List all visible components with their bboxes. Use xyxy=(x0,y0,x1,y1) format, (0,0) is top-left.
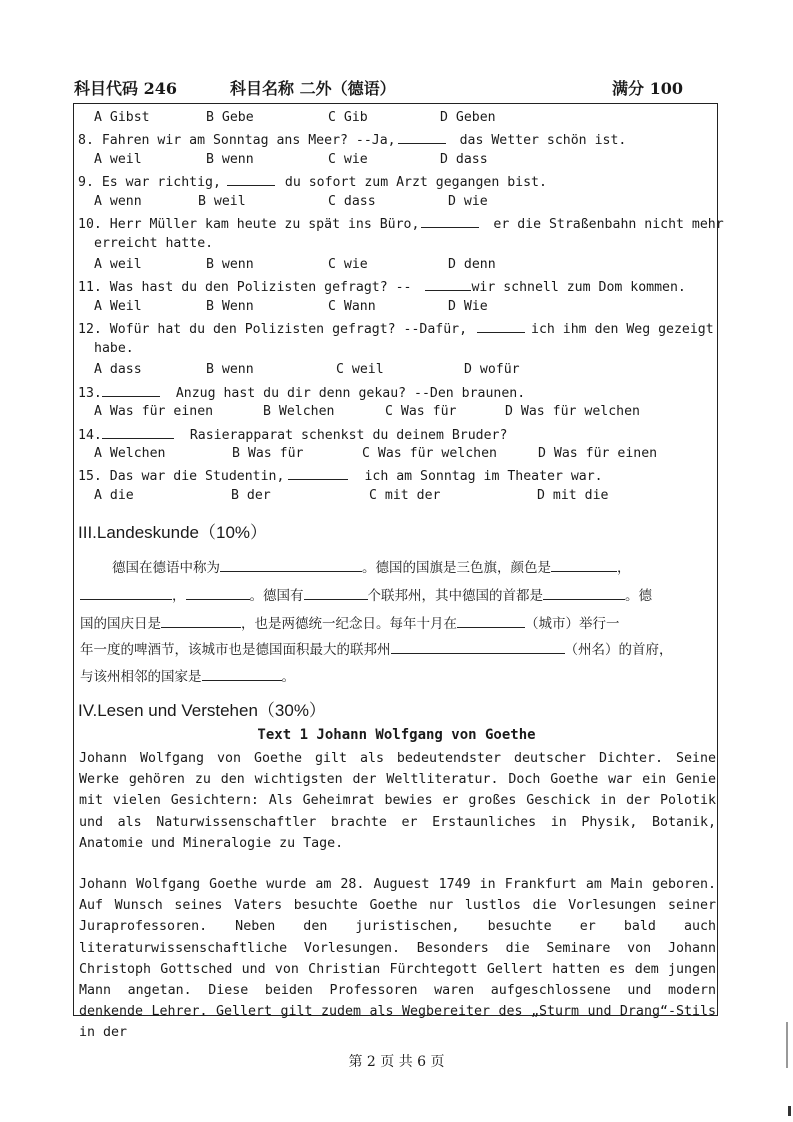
section-3-line-4 xyxy=(80,638,673,658)
answer-blank[interactable] xyxy=(398,131,446,144)
stem-part-2: das Wetter schön ist. xyxy=(459,133,627,148)
option-b: B weil xyxy=(198,194,246,209)
stem-part-1: 8. Fahren wir am Sonntag ans Meer? --Ja, xyxy=(78,133,396,148)
option-b: B Gebe xyxy=(206,110,254,125)
stem-part-1: 11. Was hast du den Polizisten gefragt? -- xyxy=(78,280,412,295)
text-segment: 德国在德语中称为 xyxy=(112,560,220,576)
option-a: A weil xyxy=(94,152,142,167)
option-b: B wenn xyxy=(206,362,254,377)
option-c: C Gib xyxy=(328,110,368,125)
text-1-title: Text 1 Johann Wolfgang von Goethe xyxy=(257,727,536,743)
scan-mark xyxy=(786,1022,788,1068)
option-a: A Weil xyxy=(94,299,142,314)
answer-blank[interactable] xyxy=(457,615,525,628)
option-b: B Wenn xyxy=(206,299,254,314)
option-b: B der xyxy=(231,488,271,503)
option-a: A die xyxy=(94,488,134,503)
text-segment: 国的国庆日是 xyxy=(80,616,161,632)
option-d: D wofür xyxy=(464,362,520,377)
option-a: A Gibst xyxy=(94,110,150,125)
option-a: A Was für einen xyxy=(94,404,214,419)
question-15-stem xyxy=(78,467,603,484)
option-b: B Welchen xyxy=(263,404,335,419)
option-c: C wie xyxy=(328,257,368,272)
text-segment: 。德 xyxy=(625,588,652,604)
text-segment: 个联邦州，其中德国的首都是 xyxy=(367,588,543,604)
page-header xyxy=(74,76,714,100)
scan-mark xyxy=(788,1106,791,1116)
text-segment: 年一度的啤酒节，该城市也是德国面积最大的联邦州 xyxy=(80,642,391,658)
option-c: C Was für xyxy=(385,404,457,419)
option-c: C mit der xyxy=(369,488,441,503)
stem-part-1: 10. Herr Müller kam heute zu spät ins Büro, xyxy=(78,217,420,232)
answer-blank[interactable] xyxy=(477,320,525,333)
question-11-stem xyxy=(78,278,686,295)
text-segment: ，也是两德统一纪念日。每年十月在 xyxy=(241,616,457,632)
text-1-paragraph-2: Johann Wolfgang Goethe wurde am 28. Auguest 1749 in Frankfurt am Main geboren. Auf Wunsch seines Vaters besuchte Goethe nur lustlos die Vorlesungen seiner Juraprofessoren. Neben den juristischen, besuchte er bald auch literaturwissenschaftliche Vorlesungen. Besonders die Seminare von Johann Christoph Gottsched und von Christian Fürchtegott Gellert hatten es dem jungen Mann angetan. Diese beiden Professoren waren aufgeschlossene und modern denkende Lehrer. Gellert gilt zudem als Wegbereiter des „Sturm und Drang“-Stils in der xyxy=(79,877,716,1041)
text-segment: ， xyxy=(617,560,631,576)
stem-part-1: 12. Wofür hat du den Polizisten gefragt? --Dafür, xyxy=(78,322,468,337)
stem-part-2: Rasierapparat schenkst du deinem Bruder? xyxy=(189,428,508,443)
answer-blank[interactable] xyxy=(227,173,275,186)
option-a: A dass xyxy=(94,362,142,377)
question-12-continuation: habe. xyxy=(94,341,134,356)
answer-blank[interactable] xyxy=(202,668,282,681)
option-d: D Was für einen xyxy=(538,446,658,461)
option-d: D Was für welchen xyxy=(505,404,640,419)
option-a: A Welchen xyxy=(94,446,166,461)
text-1-paragraph-1: Johann Wolfgang von Goethe gilt als bedeutendster deutscher Dichter. Seine Werke gehören zu den wichtigsten der Weltliteratur. Doch Goethe war ein Genie mit vielen Gesichtern: Als Geheimrat bewies er großes Geschick in der Polotik und als Naturwissenschaftler brachte er Erstaunliches in Physik, Botanik, Anatomie und Mineralogie zu Tage. xyxy=(79,751,716,851)
option-d: D dass xyxy=(440,152,488,167)
answer-blank[interactable] xyxy=(543,587,625,600)
text-segment: ， xyxy=(172,588,186,604)
option-b: B wenn xyxy=(206,152,254,167)
answer-blank[interactable] xyxy=(80,587,172,600)
answer-blank[interactable] xyxy=(161,615,241,628)
subject-name: 科目名称 二外（德语） xyxy=(230,79,396,98)
question-14-stem xyxy=(78,426,507,443)
question-8-stem xyxy=(78,131,626,148)
text-segment: 。 xyxy=(281,669,295,685)
answer-blank[interactable] xyxy=(102,426,174,439)
answer-blank[interactable] xyxy=(421,215,479,228)
question-10-continuation: erreicht hatte. xyxy=(94,236,214,251)
answer-blank[interactable] xyxy=(551,559,617,572)
text-segment: （州名）的首府， xyxy=(564,642,673,658)
option-b: B Was für xyxy=(232,446,304,461)
option-a: A weil xyxy=(94,257,142,272)
section-4-heading: IV.Lesen und Verstehen（30%） xyxy=(78,701,326,720)
stem-part-1: 9. Es war richtig, xyxy=(78,175,221,190)
stem-part-1: 14. xyxy=(78,428,102,443)
text-segment: 。德国有 xyxy=(249,588,304,604)
option-d: D mit die xyxy=(537,488,609,503)
answer-blank[interactable] xyxy=(102,384,160,397)
option-b: B wenn xyxy=(206,257,254,272)
stem-part-2: ich ihm den Weg gezeigt xyxy=(531,322,714,337)
option-c: C weil xyxy=(336,362,384,377)
option-c: C Wann xyxy=(328,299,376,314)
total-score: 满分 100 xyxy=(612,79,683,98)
question-12-stem xyxy=(78,320,714,337)
option-d: D Wie xyxy=(448,299,488,314)
stem-part-2: wir schnell zum Dom kommen. xyxy=(471,280,686,295)
answer-blank[interactable] xyxy=(288,467,348,480)
section-3-line-3 xyxy=(80,612,620,632)
answer-blank[interactable] xyxy=(391,641,565,654)
stem-part-2: du sofort zum Arzt gegangen bist. xyxy=(284,175,547,190)
section-3-line-5 xyxy=(80,665,295,685)
page-footer: 第 2 页 共 6 页 xyxy=(348,1054,445,1070)
answer-blank[interactable] xyxy=(186,587,250,600)
question-9-stem xyxy=(78,173,547,190)
answer-blank[interactable] xyxy=(304,587,368,600)
stem-part-2: er die Straßenbahn nicht mehr xyxy=(493,217,724,232)
option-d: D Geben xyxy=(440,110,496,125)
option-c: C Was für welchen xyxy=(362,446,497,461)
text-segment: 与该州相邻的国家是 xyxy=(80,669,202,685)
question-10-stem xyxy=(78,215,724,232)
section-3-line-1 xyxy=(112,556,631,576)
option-c: C dass xyxy=(328,194,376,209)
text-segment: 。德国的国旗是三色旗，颜色是 xyxy=(362,560,551,576)
option-d: D denn xyxy=(448,257,496,272)
subject-code: 科目代码 246 xyxy=(74,79,177,98)
stem-part-2: ich am Sonntag im Theater war. xyxy=(364,469,603,484)
answer-blank[interactable] xyxy=(220,559,362,572)
option-c: C wie xyxy=(328,152,368,167)
option-d: D wie xyxy=(448,194,488,209)
stem-part-1: 13. xyxy=(78,386,102,401)
section-3-heading: III.Landeskunde（10%） xyxy=(78,523,268,542)
answer-blank[interactable] xyxy=(425,278,471,291)
option-a: A wenn xyxy=(94,194,142,209)
question-13-stem xyxy=(78,384,525,401)
text-segment: （城市）举行一 xyxy=(525,616,620,632)
stem-part-1: 15. Das war die Studentin, xyxy=(78,469,285,484)
stem-part-2: Anzug hast du dir denn gekau? --Den braunen. xyxy=(175,386,526,401)
section-3-line-2 xyxy=(80,584,652,604)
